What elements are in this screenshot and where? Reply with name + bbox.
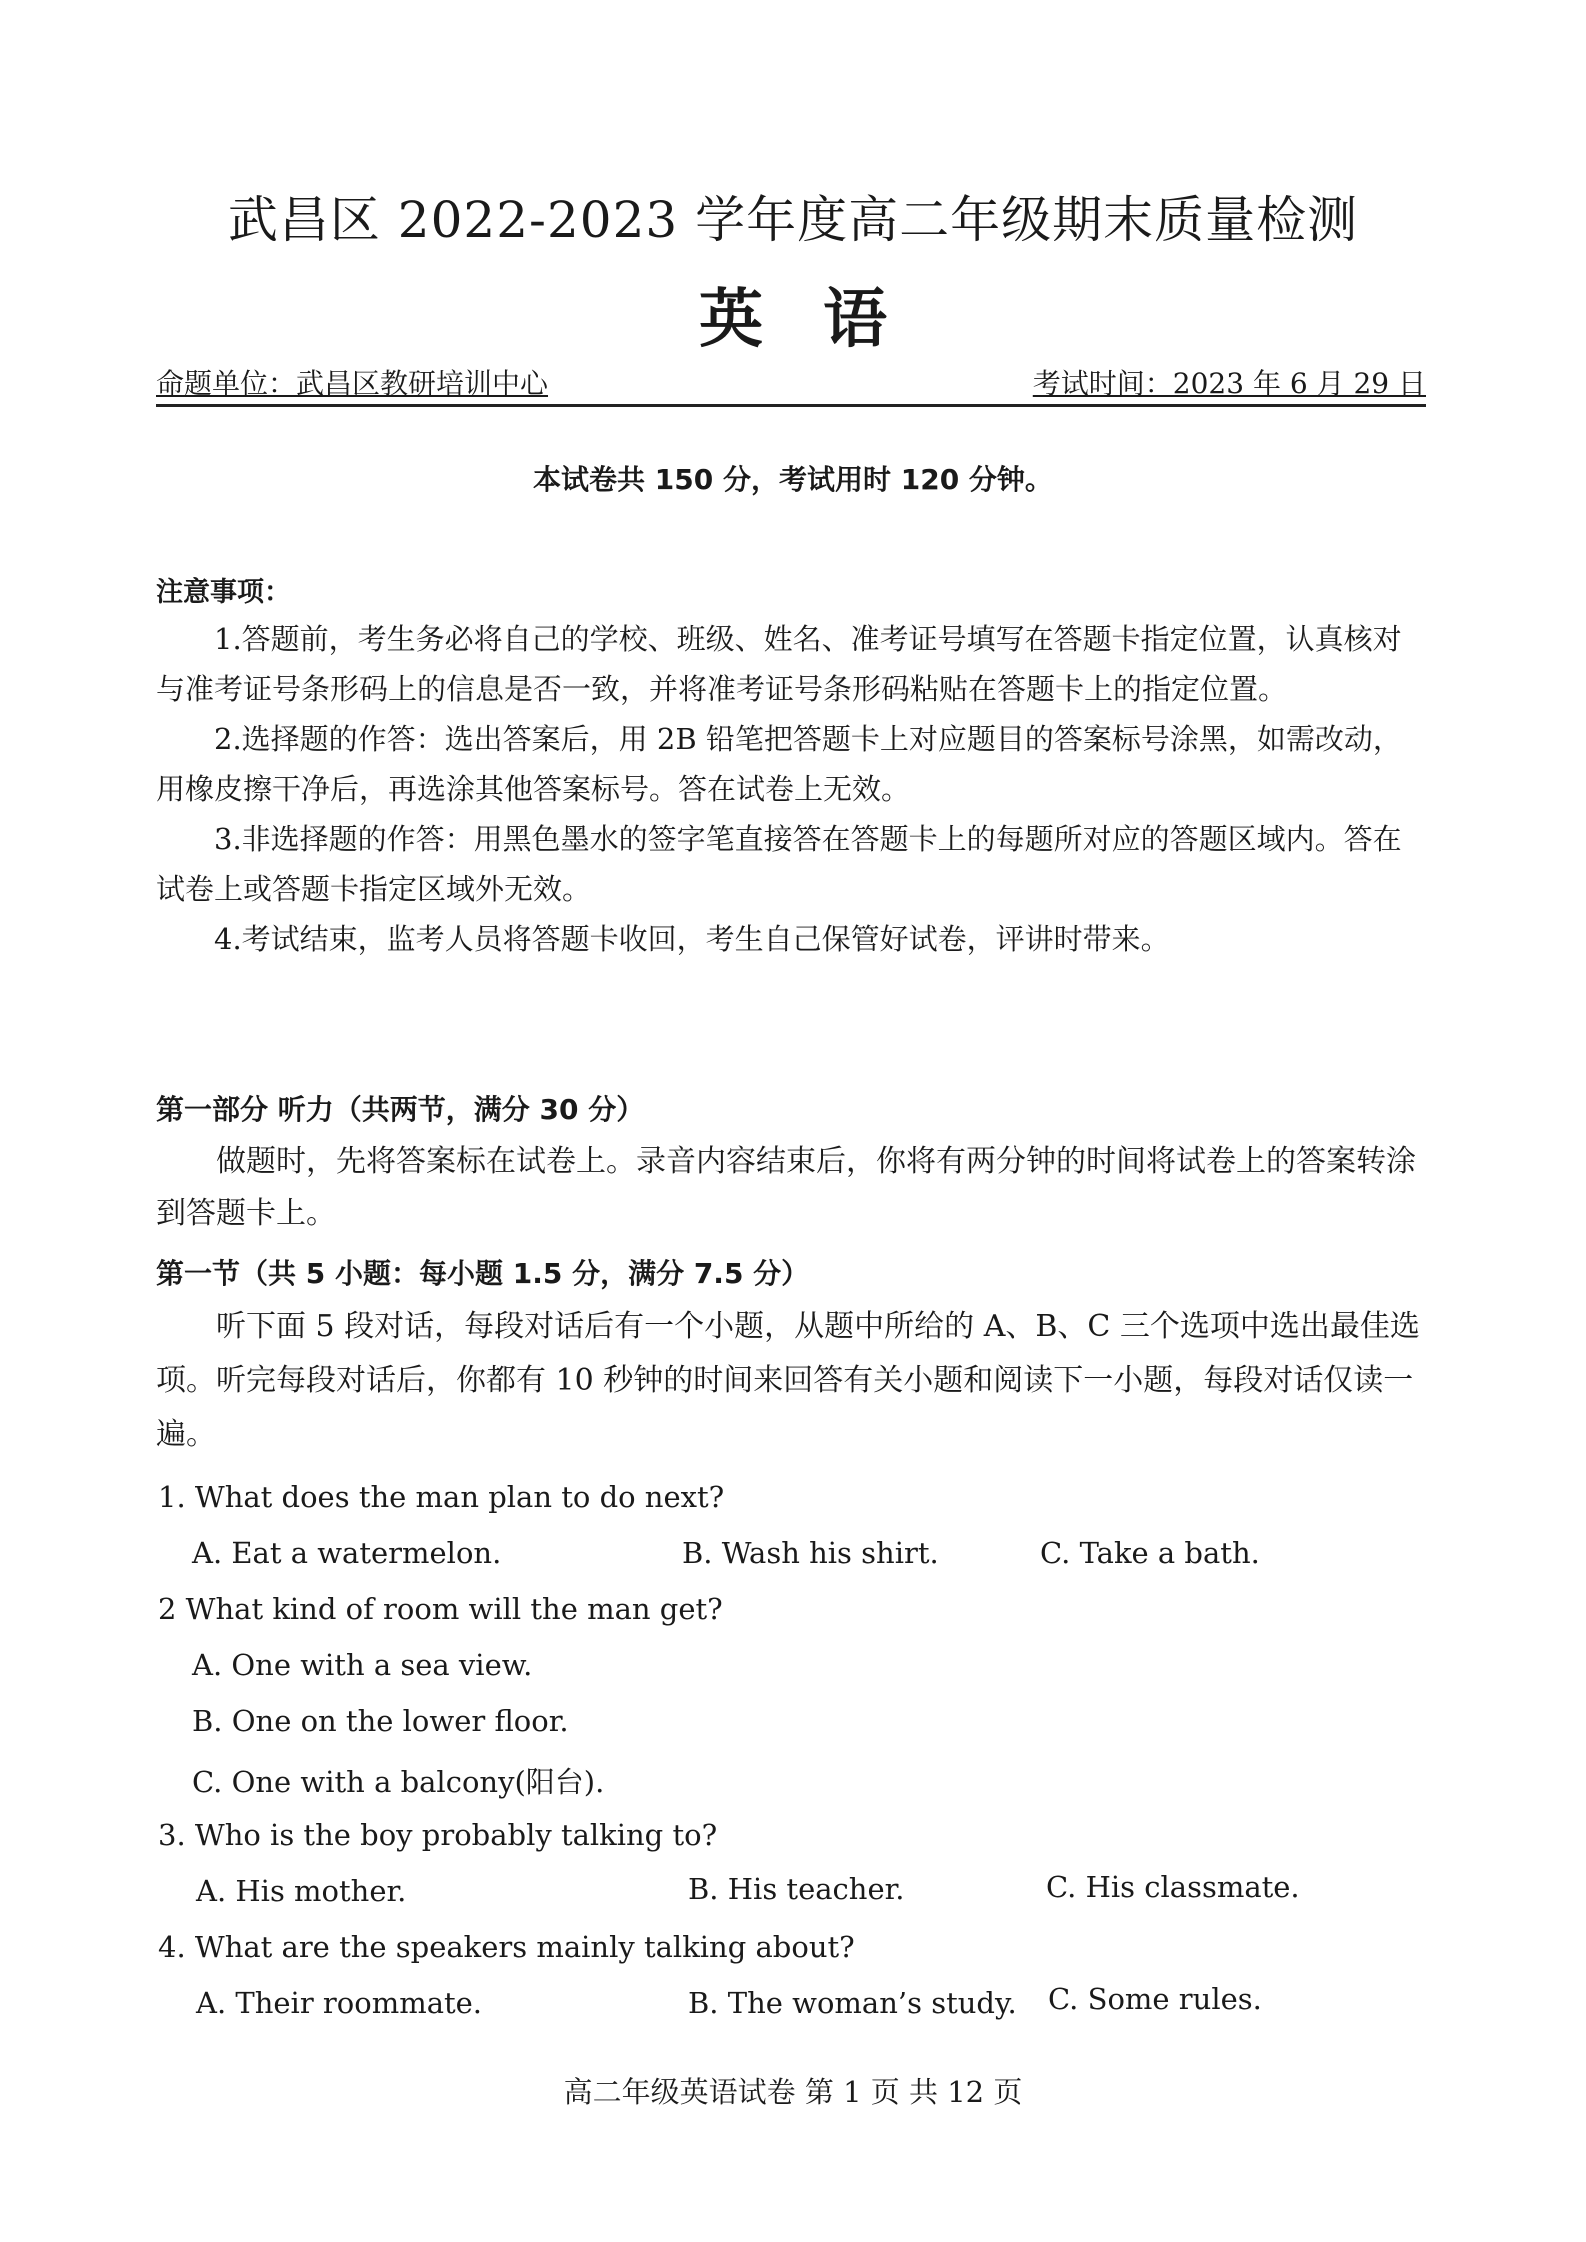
exam-meta	[156, 362, 1426, 407]
question-4-stem: 4. What are the speakers mainly talking about?	[158, 1930, 855, 1964]
question-2-option-c: C. One with a balcony(阳台).	[192, 1765, 605, 1799]
question-2-stem: 2 What kind of room will the man get?	[158, 1592, 723, 1626]
exam-total-info: 本试卷共 150 分，考试用时 120 分钟。	[533, 463, 1053, 496]
exam-subject: 英语	[699, 282, 947, 357]
exam-unit: 命题单位：武昌区教研培训中心	[156, 367, 549, 400]
section1-heading: 第一节（共 5 小题：每小题 1.5 分，满分 7.5 分）	[156, 1257, 810, 1290]
question-3-stem: 3. Who is the boy probably talking to?	[158, 1818, 718, 1852]
question-3-option-b: B. His teacher.	[688, 1872, 905, 1906]
question-4-option-c: C. Some rules.	[1048, 1982, 1262, 2016]
notes-heading: 注意事项：	[156, 577, 291, 608]
note-item: 3.非选择题的作答：用黑色墨水的签字笔直接答在答题卡上的每题所对应的答题区域内。答在试卷上或答题卡指定区域外无效。	[156, 822, 1402, 906]
question-2-option-b: B. One on the lower floor.	[192, 1704, 569, 1738]
question-1-option-c: C. Take a bath.	[1040, 1536, 1260, 1570]
section1-intro: 听下面 5 段对话，每段对话后有一个小题，从题中所给的 A、B、C 三个选项中选出最佳选项。听完每段对话后，你都有 10 秒钟的时间来回答有关小题和阅读下一小题，每段对话仅读一遍。	[156, 1309, 1420, 1452]
question-1-option-a: A. Eat a watermelon.	[192, 1536, 502, 1570]
question-4-option-b: B. The woman’s study.	[688, 1986, 1017, 2020]
note-item: 4.考试结束，监考人员将答题卡收回，考生自己保管好试卷，评讲时带来。	[214, 922, 1170, 956]
question-2-option-a: A. One with a sea view.	[192, 1648, 533, 1682]
question-4-option-a: A. Their roommate.	[196, 1986, 483, 2020]
note-item: 1.答题前，考生务必将自己的学校、班级、姓名、准考证号填写在答题卡指定位置，认真核对与准考证号条形码上的信息是否一致，并将准考证号条形码粘贴在答题卡上的指定位置。	[156, 622, 1402, 706]
question-1-option-b: B. Wash his shirt.	[682, 1536, 939, 1570]
question-1-stem: 1. What does the man plan to do next?	[158, 1480, 725, 1514]
question-3-option-c: C. His classmate.	[1046, 1870, 1300, 1904]
exam-title: 武昌区 2022-2023 学年度高二年级期末质量检测	[227, 191, 1359, 249]
question-3-option-a: A. His mother.	[196, 1874, 407, 1908]
part1-heading: 第一部分 听力（共两节，满分 30 分）	[156, 1093, 645, 1126]
part1-intro: 做题时，先将答案标在试卷上。录音内容结束后，你将有两分钟的时间将试卷上的答案转涂到答题卡上。	[156, 1144, 1416, 1231]
exam-date: 考试时间：2023 年 6 月 29 日	[1032, 367, 1426, 400]
page-footer: 高二年级英语试卷 第 1 页 共 12 页	[563, 2075, 1023, 2109]
note-item: 2.选择题的作答：选出答案后，用 2B 铅笔把答题卡上对应题目的答案标号涂黑，如需改动，用橡皮擦干净后，再选涂其他答案标号。答在试卷上无效。	[156, 722, 1402, 806]
notes-list	[156, 614, 1426, 964]
